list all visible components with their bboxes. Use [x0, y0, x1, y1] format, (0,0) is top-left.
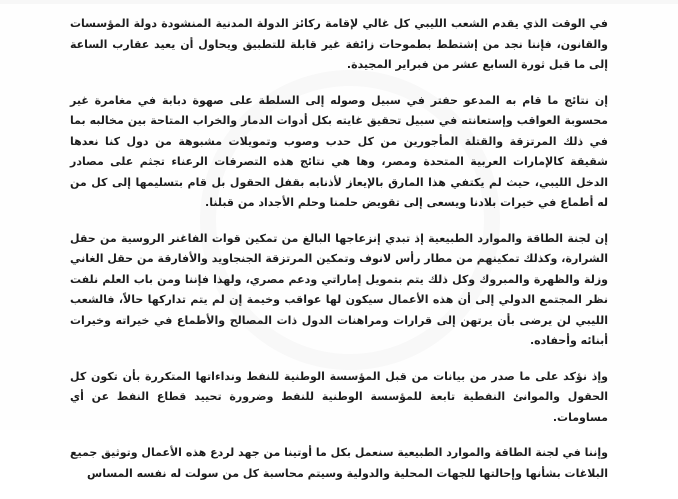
statement-body: [70, 14, 608, 499]
paragraph-3: إن لجنة الطاقة والموارد الطبيعية إذ تبدي إنزعاجها البالغ من تمكين قوات الفاغنر الروسية من حقل الشرارة، وكذلك تمكينهم من مطار رأس لانوف وتمكين المرتزقة الجنجاويد والأفارقة من حقل الغاني وزلة والظهرة والمبروك وكل ذلك يتم بتمويل إماراتي ودعم مصري، ولهذا فإننا ومن باب العلم نلفت نظر المجتمع الدولي إلى أن هذه الأعمال سيكون لها عواقب وخيمة إن لم يتم تداركها حالاً، فالشعب الليبي لن يرضى بأن يرتهن إلى قرارات ومراهنات الدول ذات المصالح والأطماع في خيراته وخيرات أبنائه وأحفاده.: [70, 231, 608, 347]
paragraph-1: في الوقت الذي يقدم الشعب الليبي كل غالي لإقامة ركائز الدولة المدنية المنشودة دولة المؤسسات والقانون، فإننا نجد من إشتطط بطموحات زائفة غير قابلة للتطبيق ويحاول أن يعيد عقارب الساعة إلى ما قبل ثورة السابع عشر من فبراير المجيدة.: [70, 17, 608, 71]
paragraph-2: إن نتائج ما قام به المدعو حفتر في سبيل وصوله إلى السلطة على صهوة دبابة في مغامرة غير محسوبة العواقب وإستعانته في سبيل تحقيق غايته بكل أدوات الدمار والخراب المتاحة بين مخالبه بما في ذلك المرتزقة والقتلة المأجورين من كل حدب وصوب وتمويلات مشبوهة من دول كنا نعدها شقيقة كالإمارات العربية المتحدة ومصر، وها هي نتائج هذه التصرفات الرعناء تجثم على مصادر الدخل الليبي، حيث لم يكتفي هذا المارق بالإيعاز لأذنابه بقفل الحقول بل قام بتسليمها إلى كل من له أطماع في خيرات بلادنا ويسعى إلى تقويض حلمنا وحلم الأجداد من قبلنا.: [70, 93, 608, 209]
top-edge-strip: [0, 0, 678, 4]
paragraph-4: وإذ نؤكد على ما صدر من بيانات من قبل المؤسسة الوطنية للنفط ونداءاتها المتكررة بأن تكون كل الحقول والموانئ النفطية تابعة للمؤسسة الوطنية للنفط وضرورة تحييد قطاع النفط عن أي مساومات.: [70, 369, 608, 424]
paragraph-5: وإننا في لجنة الطاقة والموارد الطبيعية سنعمل بكل ما أوتينا من جهد لردع هذه الأعمال وتوثيق جميع البلاغات بشأنها وإحالتها للجهات المحلية والدولية وسيتم محاسبة كل من سولت له نفسه المساس: [70, 446, 608, 480]
